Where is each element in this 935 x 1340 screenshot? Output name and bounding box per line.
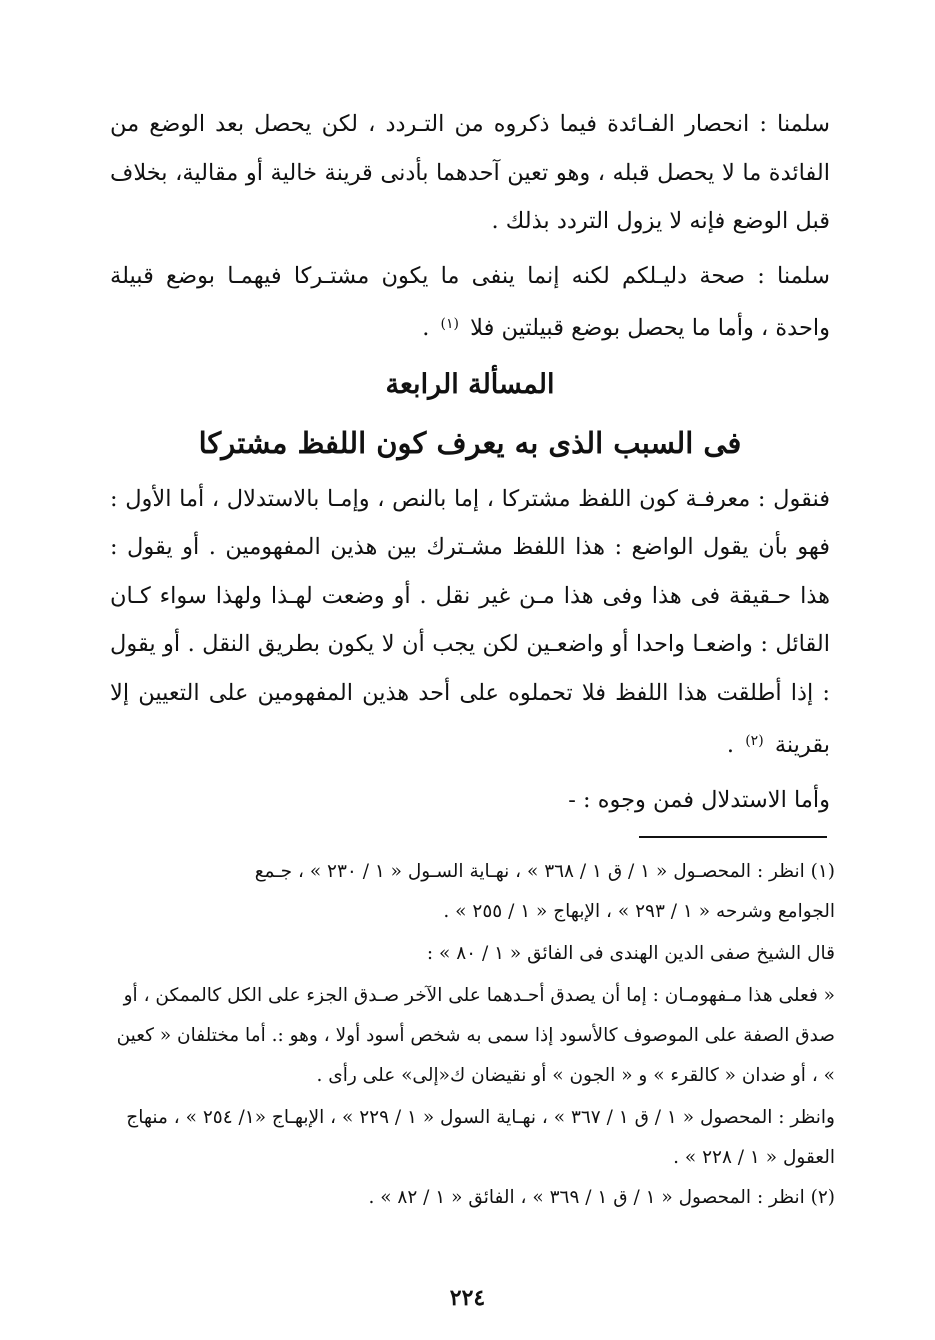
footnote-1-line-2: الجوامع وشرحه « ١ / ٢٩٣ » ، الإبهاج « ١ / ٢٥٥ » . xyxy=(443,901,835,922)
section-subheading: فى السبب الذى به يعرف كون اللفظ مشتركا xyxy=(198,425,742,460)
paragraph-3 xyxy=(110,475,830,770)
footnote-divider xyxy=(639,836,827,838)
footnote-2: (٢) انظر : المحصول « ١ / ق ١ / ٣٦٩ » ، الفائق « ١ / ٨٢ » . xyxy=(368,1187,835,1208)
main-text xyxy=(110,100,830,824)
footnotes xyxy=(110,852,835,1218)
footnote-1-line-1: (١) انظر : المحصـول « ١ / ق ١ / ٣٦٨ » ، نهـاية السـول « ١ / ٢٣٠ » ، جـمع xyxy=(254,861,835,882)
paragraph-2-text: سلمنا : صحة دليـلكم لكنه إنما ينفى ما يكون مشتـركا فيهمـا بوضع قبيلة واحدة ، وأما ما يحصل بوضع قبيلتين فلا xyxy=(110,262,830,341)
footnote-1-quote: « فعلى هذا مـفهومـان : إما أن يصدق أحـدهما على الآخر صـدق الجزء على الكل كالممكن ، أو صدق الصفة على الموصوف كالأسود إذا سمى به شخص أسود أولا ، وهو :. أما مختلفان « كعين » ، أو ضدان « كالقرء » و « الجون » أو نقيضان ك«إلى» على رأى . xyxy=(116,985,835,1086)
section-heading: المسألة الرابعة xyxy=(385,368,555,400)
paragraph-4: وأما الاستدلال فمن وجوه : - xyxy=(568,786,830,813)
footnote-1-line-3: قال الشيخ صفى الدين الهندى فى الفائق « ١ / ٨٠ » : xyxy=(426,943,835,964)
paragraph-2 xyxy=(110,252,830,353)
footnote-1-see-also: وانظر : المحصول « ١ / ق ١ / ٣٦٧ » ، نهـاية السول « ١ / ٢٢٩ » ، الإبهـاج «١/ ٢٥٤ » ، منهاج العقول « ١ / ٢٢٨ » . xyxy=(126,1107,835,1168)
page-number: ٢٢٤ xyxy=(449,1285,486,1311)
paragraph-3-end: . xyxy=(726,732,735,758)
paragraph-1: سلمنا : انحصار الفـائدة فيما ذكروه من التـردد ، لكن يحصل بعد الوضع من الفائدة ما لا يحصل قبله ، وهو تعين آحدهما بأدنى قرينة خالية أو مقالية، بخلاف قبل الوضع فإنه لا يزول التردد بذلك . xyxy=(110,111,830,234)
footnote-ref-2: (٢) xyxy=(745,733,764,749)
paragraph-3-text: فنقول : معرفـة كون اللفظ مشتركا ، إما بالنص ، وإمـا بالاستدلال ، أما الأول : فهو بأن يقول الواضع : هذا اللفظ مشـترك بين هذين المفهومين . أو يقول : هذا حـقيقة فى هذا وفى هذا مـن غير نقل . أو وضعت لهـذا ولهذا سواء كـان القائل : واضعـا واحدا أو واضعـين لكن يجب أن لا يكون بطريق النقل . أو يقول : إذا أطلقت هذا اللفظ فلا تحملوه على أحد هذين المفهومين على التعيين إلا بقرينة xyxy=(110,485,830,758)
footnote-ref-1: (١) xyxy=(440,316,459,332)
paragraph-2-end: . xyxy=(422,315,430,341)
